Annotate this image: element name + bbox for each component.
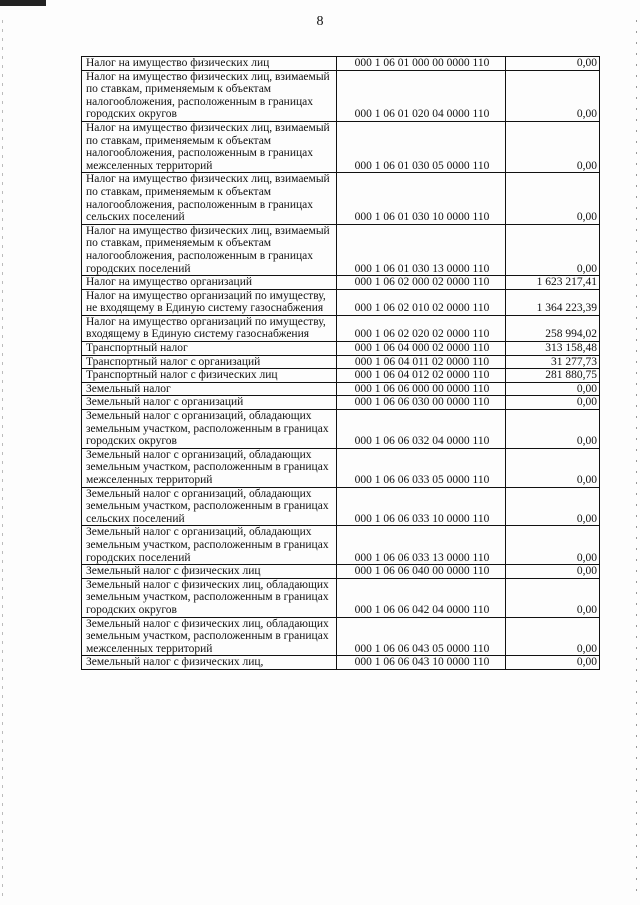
row-code-cell: 000 1 06 06 040 00 0000 110 <box>337 565 506 579</box>
row-amount-cell: 281 880,75 <box>506 369 600 383</box>
row-code-cell: 000 1 06 06 033 13 0000 110 <box>337 526 506 565</box>
row-amount-cell: 0,00 <box>506 382 600 396</box>
table-row <box>82 487 600 526</box>
row-name-cell: Земельный налог <box>82 382 337 396</box>
table-row <box>82 289 600 315</box>
row-name-cell: Налог на имущество физических лиц, взимаемый по ставкам, применяемым к объектам налогообложения, расположенным в границах городских поселений <box>82 224 337 275</box>
row-amount-cell: 0,00 <box>506 487 600 526</box>
row-code-cell: 000 1 06 04 011 02 0000 110 <box>337 355 506 369</box>
row-code-cell: 000 1 06 04 000 02 0000 110 <box>337 342 506 356</box>
row-code-cell: 000 1 06 01 000 00 0000 110 <box>337 57 506 71</box>
table-row <box>82 369 600 383</box>
row-code-cell: 000 1 06 02 010 02 0000 110 <box>337 289 506 315</box>
row-name-cell: Транспортный налог с организаций <box>82 355 337 369</box>
row-code-cell: 000 1 06 06 043 10 0000 110 <box>337 656 506 670</box>
table-row <box>82 578 600 617</box>
row-amount-cell: 0,00 <box>506 396 600 410</box>
table-row <box>82 276 600 290</box>
table-row <box>82 342 600 356</box>
table-row <box>82 617 600 656</box>
row-name-cell: Земельный налог с организаций, обладающих земельным участком, расположенным в границах межселенных территорий <box>82 448 337 487</box>
row-code-cell: 000 1 06 06 043 05 0000 110 <box>337 617 506 656</box>
table-row <box>82 656 600 670</box>
page-number: 8 <box>316 14 324 29</box>
table-row <box>82 448 600 487</box>
row-amount-cell: 1 623 217,41 <box>506 276 600 290</box>
row-amount-cell: 0,00 <box>506 565 600 579</box>
row-name-cell: Земельный налог с организаций, обладающих земельным участком, расположенным в границах сельских поселений <box>82 487 337 526</box>
row-code-cell: 000 1 06 06 042 04 0000 110 <box>337 578 506 617</box>
row-code-cell: 000 1 06 01 020 04 0000 110 <box>337 70 506 121</box>
row-name-cell: Земельный налог с организаций, обладающих земельным участком, расположенным в границах городских округов <box>82 410 337 449</box>
row-name-cell: Налог на имущество физических лиц, взимаемый по ставкам, применяемым к объектам налогообложения, расположенным в границах межселенных территорий <box>82 121 337 172</box>
row-name-cell: Земельный налог с организаций <box>82 396 337 410</box>
row-name-cell: Налог на имущество организаций по имуществу, не входящему в Единую систему газоснабжения <box>82 289 337 315</box>
row-amount-cell: 0,00 <box>506 656 600 670</box>
row-name-cell: Транспортный налог <box>82 342 337 356</box>
table-row <box>82 396 600 410</box>
row-amount-cell: 0,00 <box>506 70 600 121</box>
row-amount-cell: 0,00 <box>506 617 600 656</box>
row-code-cell: 000 1 06 06 033 10 0000 110 <box>337 487 506 526</box>
row-code-cell: 000 1 06 02 020 02 0000 110 <box>337 315 506 341</box>
row-name-cell: Налог на имущество организаций <box>82 276 337 290</box>
table-row <box>82 121 600 172</box>
table-row <box>82 355 600 369</box>
row-code-cell: 000 1 06 01 030 05 0000 110 <box>337 121 506 172</box>
scan-edge-left <box>2 20 3 900</box>
table-row <box>82 565 600 579</box>
row-name-cell: Транспортный налог с физических лиц <box>82 369 337 383</box>
budget-revenue-table <box>81 56 600 670</box>
row-code-cell: 000 1 06 06 000 00 0000 110 <box>337 382 506 396</box>
table-row <box>82 410 600 449</box>
table-row <box>82 315 600 341</box>
row-name-cell: Земельный налог с физических лиц, <box>82 656 337 670</box>
table-row <box>82 526 600 565</box>
row-amount-cell: 0,00 <box>506 526 600 565</box>
row-amount-cell: 0,00 <box>506 224 600 275</box>
row-code-cell: 000 1 06 06 032 04 0000 110 <box>337 410 506 449</box>
table-row <box>82 57 600 71</box>
row-name-cell: Земельный налог с физических лиц, обладающих земельным участком, расположенным в границах межселенных территорий <box>82 617 337 656</box>
row-amount-cell: 0,00 <box>506 448 600 487</box>
row-amount-cell: 0,00 <box>506 121 600 172</box>
row-amount-cell: 0,00 <box>506 578 600 617</box>
row-amount-cell: 0,00 <box>506 410 600 449</box>
row-amount-cell: 0,00 <box>506 173 600 224</box>
row-name-cell: Земельный налог с организаций, обладающих земельным участком, расположенным в границах городских поселений <box>82 526 337 565</box>
row-amount-cell: 0,00 <box>506 57 600 71</box>
row-amount-cell: 313 158,48 <box>506 342 600 356</box>
table-body <box>82 57 600 670</box>
row-name-cell: Налог на имущество физических лиц, взимаемый по ставкам, применяемым к объектам налогообложения, расположенным в границах сельских поселений <box>82 173 337 224</box>
row-name-cell: Налог на имущество физических лиц, взимаемый по ставкам, применяемым к объектам налогообложения, расположенным в границах городских округов <box>82 70 337 121</box>
table-row <box>82 173 600 224</box>
row-code-cell: 000 1 06 04 012 02 0000 110 <box>337 369 506 383</box>
table-row <box>82 382 600 396</box>
scan-corner-mark <box>0 0 46 6</box>
row-name-cell: Земельный налог с физических лиц <box>82 565 337 579</box>
row-name-cell: Налог на имущество организаций по имуществу, входящему в Единую систему газоснабжения <box>82 315 337 341</box>
row-name-cell: Земельный налог с физических лиц, обладающих земельным участком, расположенным в границах городских округов <box>82 578 337 617</box>
row-amount-cell: 258 994,02 <box>506 315 600 341</box>
scan-edge-right <box>636 20 637 900</box>
row-code-cell: 000 1 06 06 030 00 0000 110 <box>337 396 506 410</box>
row-amount-cell: 31 277,73 <box>506 355 600 369</box>
row-code-cell: 000 1 06 06 033 05 0000 110 <box>337 448 506 487</box>
table-row <box>82 70 600 121</box>
row-code-cell: 000 1 06 01 030 13 0000 110 <box>337 224 506 275</box>
row-amount-cell: 1 364 223,39 <box>506 289 600 315</box>
row-code-cell: 000 1 06 01 030 10 0000 110 <box>337 173 506 224</box>
table-row <box>82 224 600 275</box>
row-code-cell: 000 1 06 02 000 02 0000 110 <box>337 276 506 290</box>
row-name-cell: Налог на имущество физических лиц <box>82 57 337 71</box>
